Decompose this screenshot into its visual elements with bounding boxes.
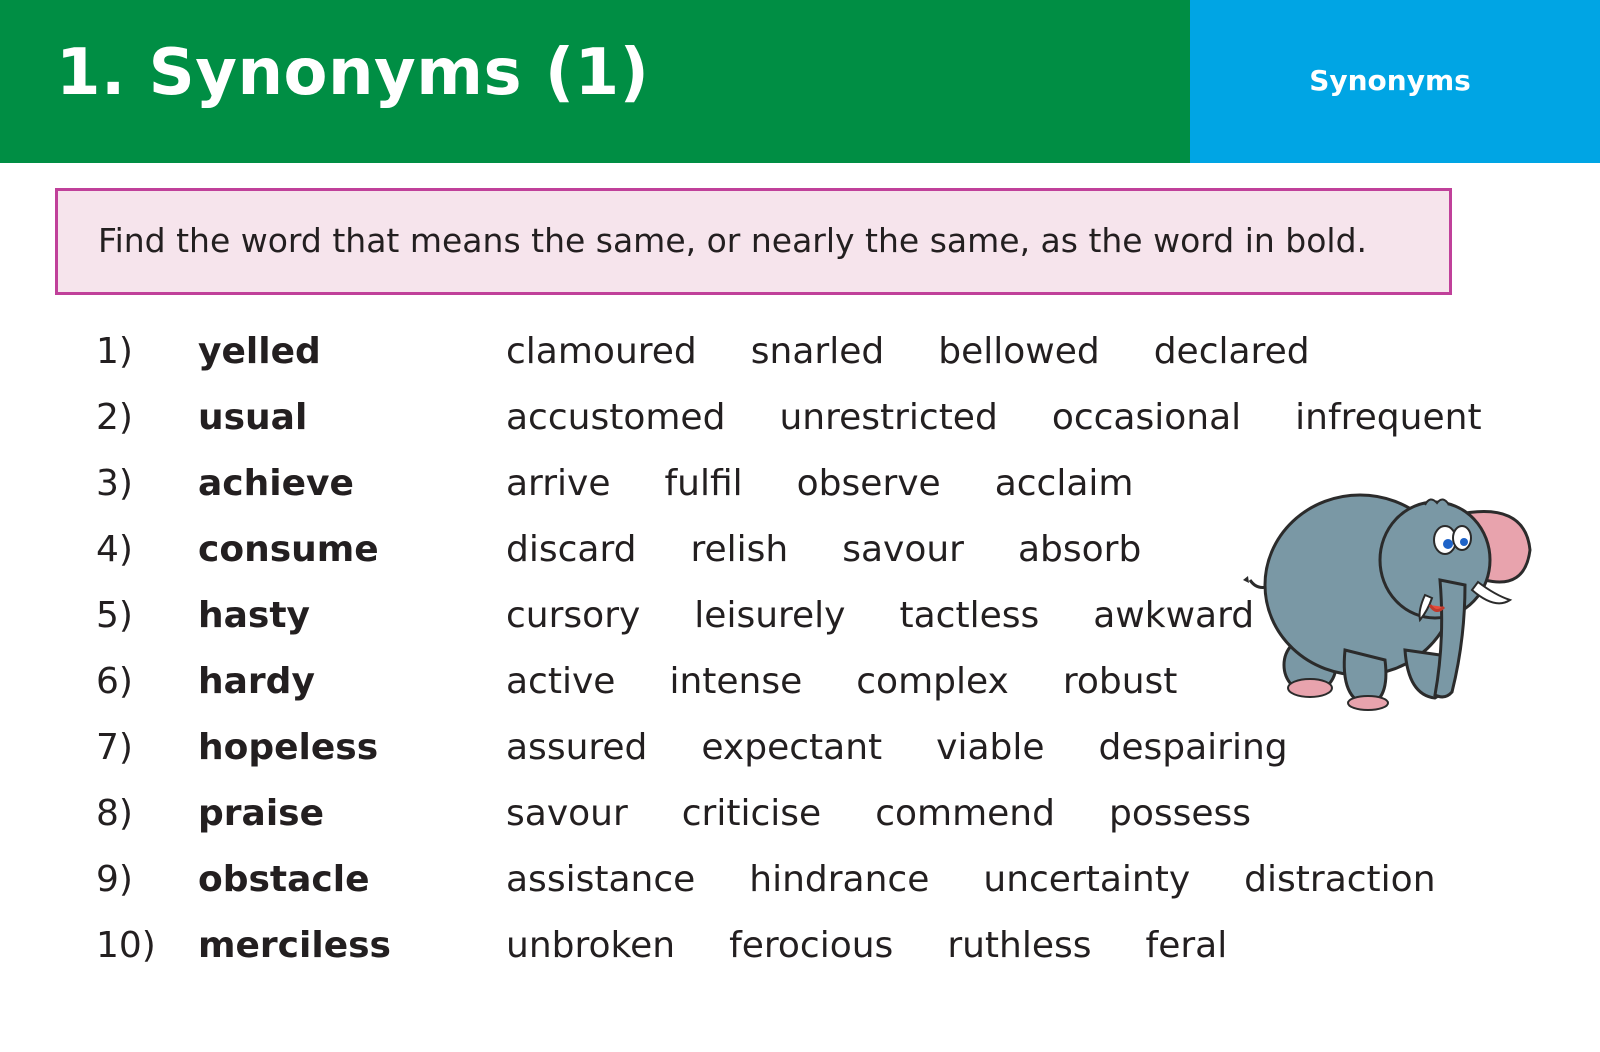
answer-option[interactable]: snarled — [750, 331, 885, 372]
question-number: 10) — [96, 925, 156, 966]
question-word: hasty — [198, 595, 311, 636]
answer-option[interactable]: infrequent — [1295, 397, 1482, 438]
question-number: 7) — [96, 727, 133, 768]
answer-option[interactable]: arrive — [506, 463, 611, 504]
answer-option[interactable]: unbroken — [506, 925, 676, 966]
answer-option[interactable]: intense — [669, 661, 803, 702]
answer-options — [506, 397, 1482, 438]
answer-option[interactable]: cursory — [506, 595, 641, 636]
answer-option[interactable]: acclaim — [994, 463, 1134, 504]
answer-option[interactable]: viable — [936, 727, 1045, 768]
answer-options — [506, 793, 1251, 834]
question-number: 4) — [96, 529, 133, 570]
question-number: 3) — [96, 463, 133, 504]
answer-option[interactable]: declared — [1153, 331, 1310, 372]
answer-option[interactable]: complex — [856, 661, 1009, 702]
page-title: 1. Synonyms (1) — [56, 36, 650, 110]
question-word: achieve — [198, 463, 354, 504]
answer-option[interactable]: relish — [690, 529, 789, 570]
answer-option[interactable]: feral — [1145, 925, 1228, 966]
answer-option[interactable]: despairing — [1098, 727, 1288, 768]
instruction-box — [55, 188, 1452, 295]
question-number: 8) — [96, 793, 133, 834]
question-number: 1) — [96, 331, 133, 372]
answer-option[interactable]: ferocious — [729, 925, 894, 966]
answer-option[interactable]: discard — [506, 529, 637, 570]
question-word: obstacle — [198, 859, 370, 900]
question-row — [0, 325, 1600, 391]
answer-options — [506, 331, 1310, 372]
answer-options — [506, 595, 1254, 636]
question-word: hardy — [198, 661, 315, 702]
question-word: praise — [198, 793, 324, 834]
question-number: 6) — [96, 661, 133, 702]
answer-option[interactable]: assistance — [506, 859, 696, 900]
answer-option[interactable]: accustomed — [506, 397, 726, 438]
question-word: merciless — [198, 925, 391, 966]
answer-option[interactable]: savour — [506, 793, 628, 834]
answer-options — [506, 463, 1133, 504]
answer-option[interactable]: leisurely — [694, 595, 846, 636]
answer-option[interactable]: tactless — [899, 595, 1040, 636]
question-number: 5) — [96, 595, 133, 636]
answer-options — [506, 925, 1227, 966]
answer-options — [506, 661, 1177, 702]
answer-option[interactable]: distraction — [1244, 859, 1436, 900]
question-row — [0, 787, 1600, 853]
question-word: hopeless — [198, 727, 379, 768]
answer-option[interactable]: fulfil — [664, 463, 743, 504]
answer-option[interactable]: ruthless — [947, 925, 1092, 966]
elephant-illustration — [1240, 460, 1550, 725]
answer-option[interactable]: hindrance — [749, 859, 930, 900]
answer-option[interactable]: clamoured — [506, 331, 697, 372]
question-word: yelled — [198, 331, 321, 372]
section-tag: Synonyms — [1309, 64, 1471, 97]
answer-option[interactable]: bellowed — [938, 331, 1100, 372]
question-row — [0, 721, 1600, 787]
answer-option[interactable]: commend — [875, 793, 1055, 834]
answer-option[interactable]: awkward — [1093, 595, 1255, 636]
answer-options — [506, 727, 1288, 768]
answer-option[interactable]: unrestricted — [779, 397, 998, 438]
question-number: 2) — [96, 397, 133, 438]
answer-option[interactable]: active — [506, 661, 616, 702]
answer-option[interactable]: criticise — [681, 793, 822, 834]
answer-option[interactable]: occasional — [1051, 397, 1242, 438]
answer-option[interactable]: robust — [1062, 661, 1178, 702]
question-word: usual — [198, 397, 308, 438]
answer-options — [506, 529, 1141, 570]
answer-option[interactable]: absorb — [1017, 529, 1142, 570]
answer-option[interactable]: possess — [1108, 793, 1252, 834]
question-word: consume — [198, 529, 379, 570]
answer-option[interactable]: expectant — [701, 727, 883, 768]
question-row — [0, 853, 1600, 919]
instruction-text: Find the word that means the same, or nearly the same, as the word in bold. — [98, 221, 1368, 260]
answer-option[interactable]: assured — [506, 727, 648, 768]
answer-options — [506, 859, 1436, 900]
answer-option[interactable]: observe — [796, 463, 941, 504]
question-row — [0, 919, 1600, 985]
answer-option[interactable]: uncertainty — [983, 859, 1191, 900]
question-row — [0, 391, 1600, 457]
question-number: 9) — [96, 859, 133, 900]
answer-option[interactable]: savour — [842, 529, 964, 570]
